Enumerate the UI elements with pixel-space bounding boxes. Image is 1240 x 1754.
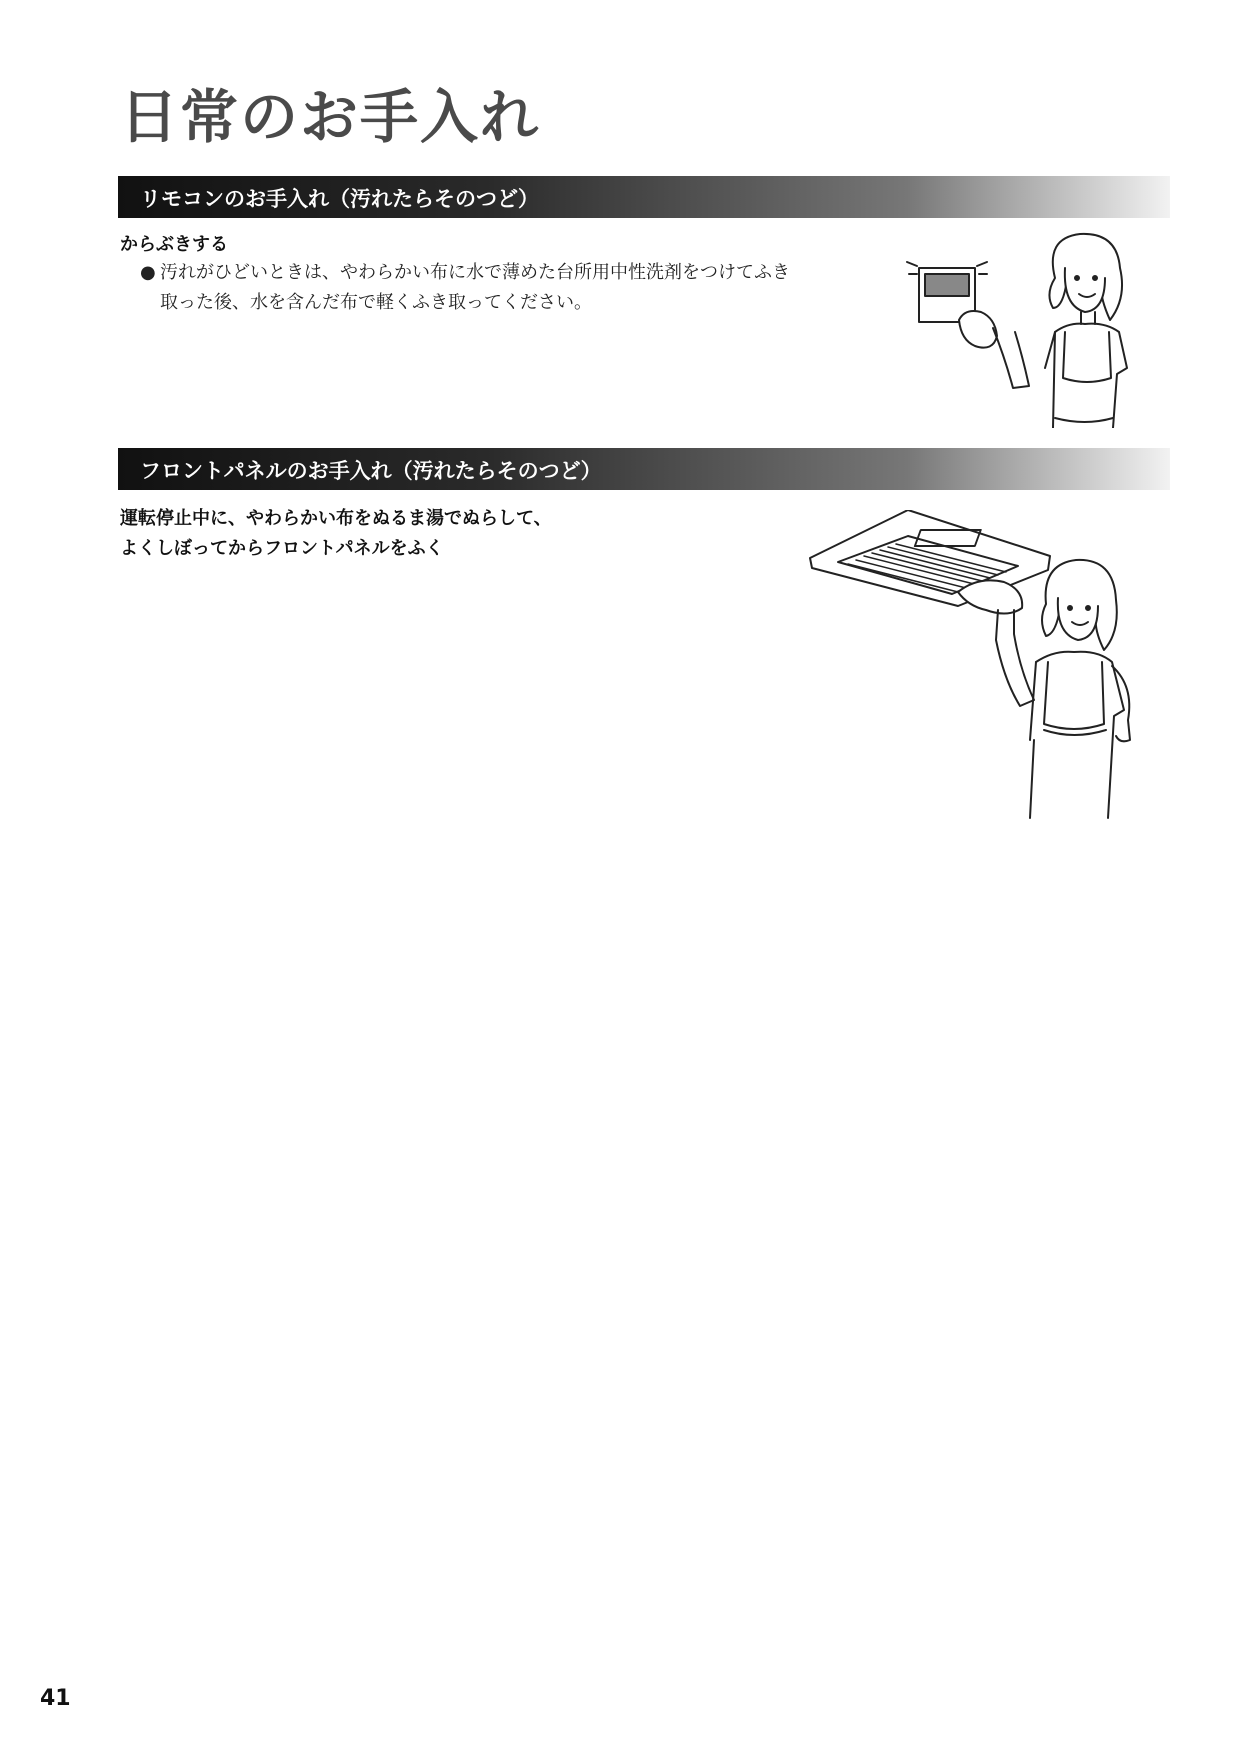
page-number: 41 xyxy=(40,1686,71,1711)
instruction-line-2: よくしぼってからフロントパネルをふく xyxy=(120,538,444,559)
bullet-line-2: 取った後、水を含んだ布で軽くふき取ってください。 xyxy=(160,292,592,313)
bullet-icon: ● xyxy=(140,262,156,283)
section-header-remote-label: リモコンのお手入れ（汚れたらそのつど） xyxy=(140,187,539,211)
front-panel-cleaning-illustration xyxy=(808,510,1158,820)
section-header-panel-label: フロントパネルのお手入れ（汚れたらそのつど） xyxy=(140,459,602,483)
remote-cleaning-illustration xyxy=(905,228,1145,428)
instruction-front-panel xyxy=(120,504,552,564)
instruction-line-1: 運転停止中に、やわらかい布をぬるま湯でぬらして、 xyxy=(120,508,552,529)
section-header-panel xyxy=(118,448,1170,490)
subheading-dry-wipe: からぶきする xyxy=(120,234,228,255)
bullet-line-1: 汚れがひどいときは、やわらかい布に水で薄めた台所用中性洗剤をつけてふき xyxy=(160,262,790,283)
section-header-remote xyxy=(118,176,1170,218)
bullet-item-remote-cleaning xyxy=(140,258,900,318)
page-title: 日常のお手入れ xyxy=(120,83,541,151)
